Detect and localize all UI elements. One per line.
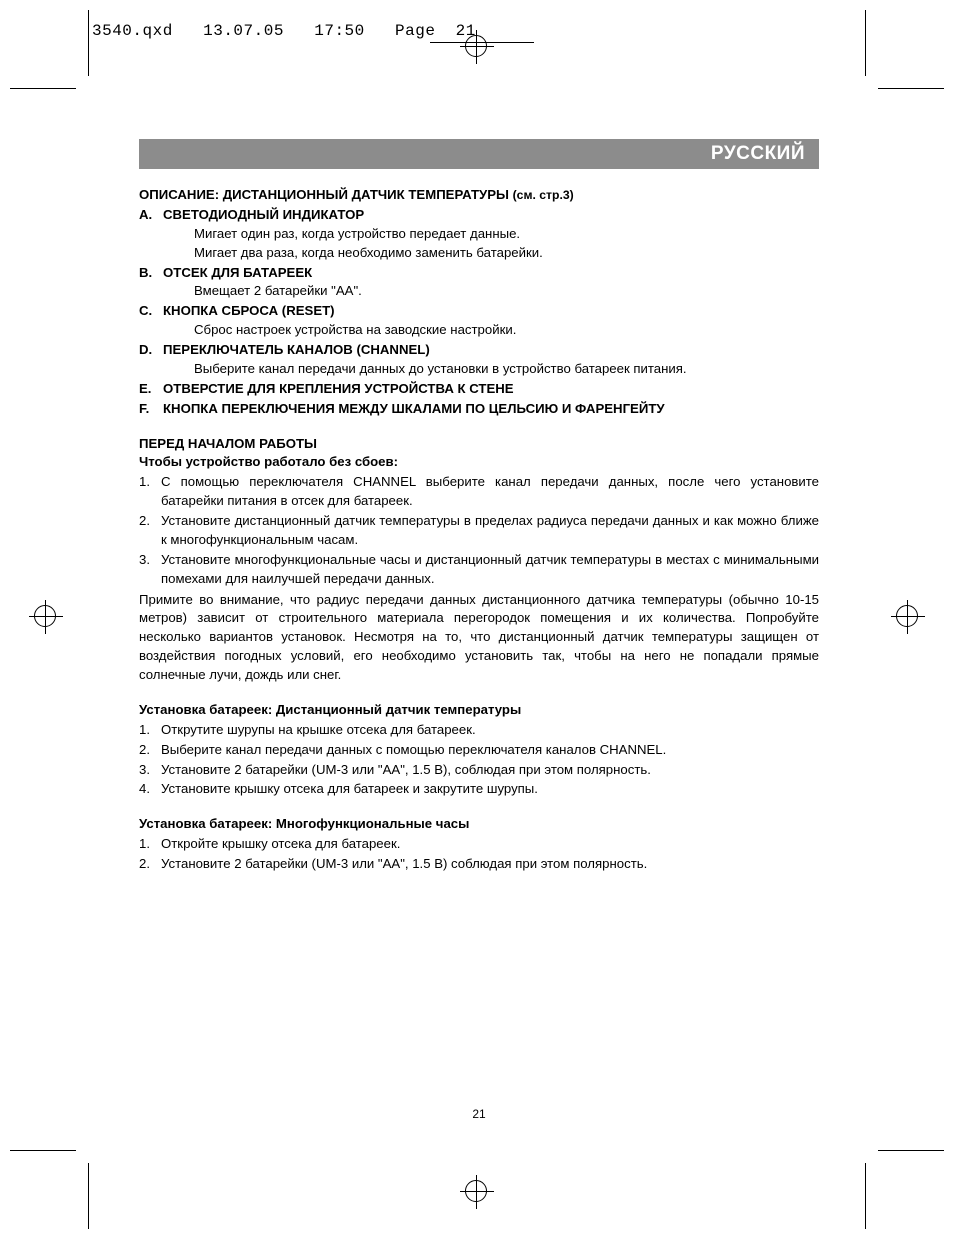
list-item-marker: 2. [139,856,150,871]
list-item [139,380,819,399]
description-heading-main: ОПИСАНИЕ: ДИСТАНЦИОННЫЙ ДАТЧИК ТЕМПЕРАТУРЫ [139,187,509,202]
list-item-body [163,380,819,399]
list-item-heading: ОТСЕК ДЛЯ БАТАРЕЕК [163,264,313,280]
document-body [139,186,819,874]
crop-mark-bottom-right-horizontal [878,1150,944,1151]
before-start-heading: ПЕРЕД НАЧАЛОМ РАБОТЫ [139,435,317,451]
list-item-text: Открутите шурупы на крышке отсека для батареек. [161,721,476,737]
crop-mark-bottom-left-vertical [88,1163,89,1229]
before-start-paragraph: Примите во внимание, что радиус передачи данных дистанционного датчика температуры (обычно 10-15 метров) зависит от строительного материала перегородок помещения и их количества. Попробуйте несколько вариантов установок. Несмотря на то, что дистанционный датчик температуры защищен от воздействия погодных условий, его необходимо установить так, чтобы на него не попадали прямые солнечные лучи, дождь или снег. [139,591,819,682]
page-content [139,139,819,1121]
list-item [139,721,819,740]
list-item-heading: СВЕТОДИОДНЫЙ ИНДИКАТОР [163,206,365,222]
list-item-marker: 2. [139,741,150,757]
list-item-text: Установите многофункциональные часы и дистанционный датчик температуры в местах с минимальными помехами для наилучшей передачи данных. [161,551,819,586]
list-item [139,264,819,302]
list-item-marker: C. [139,303,153,319]
list-item-heading: ОТВЕРСТИЕ ДЛЯ КРЕПЛЕНИЯ УСТРОЙСТВА К СТЕНЕ [163,380,514,396]
list-item [139,400,819,419]
list-item-body [163,341,819,379]
battery-clock-heading: Установка батареек: Многофункциональные часы [139,816,470,832]
list-item [139,512,819,550]
list-item-line: Мигает один раз, когда устройство передает данные. [194,225,521,241]
registration-mark-bottom [460,1175,494,1209]
crop-mark-bottom-left-horizontal [10,1150,76,1151]
list-item-marker: D. [139,342,153,357]
list-item-text: Установите крышку отсека для батареек и закрутите шурупы. [161,781,538,797]
list-item-marker: 3. [139,761,150,777]
list-item-marker: 4. [139,781,150,797]
registration-mark-left [29,600,63,634]
description-heading-note: (см. стр.3) [512,188,574,202]
list-item [139,741,819,760]
list-item-marker: 1. [139,836,150,852]
list-item [139,302,819,340]
list-item-heading: КНОПКА СБРОСА (RESET) [163,303,335,319]
list-item-line: Выберите канал передачи данных до установки в устройство батареек питания. [194,360,687,376]
list-item-body [163,206,819,263]
list-item-heading: ПЕРЕКЛЮЧАТЕЛЬ КАНАЛОВ (CHANNEL) [163,342,430,357]
list-item-line: Мигает два раза, когда необходимо заменить батарейки. [194,244,543,260]
file-header-rule [430,42,534,43]
language-bar-title: РУССКИЙ [710,143,805,164]
list-item-marker: 1. [139,474,150,490]
list-item-marker: E. [139,380,152,396]
before-start-subheading: Чтобы устройство работало без сбоев: [139,454,399,470]
list-item-heading: КНОПКА ПЕРЕКЛЮЧЕНИЯ МЕЖДУ ШКАЛАМИ ПО ЦЕЛЬСИЮ И ФАРЕНГЕЙТУ [163,400,665,416]
list-item [139,551,819,589]
list-item [139,473,819,511]
list-item-body [163,264,819,302]
list-item-body [163,400,819,419]
list-item-marker: 2. [139,513,150,528]
list-item-marker: F. [139,400,150,416]
crop-mark-top-right-vertical [865,10,866,76]
list-item-line: Вмещает 2 батарейки "АА". [194,283,362,299]
file-header-text: 3540.qxd 13.07.05 17:50 Page 21 [92,22,476,40]
list-item [139,855,819,874]
language-bar [139,139,819,169]
description-heading [139,186,819,205]
list-item-text: С помощью переключателя CHANNEL выберите канал передачи данных, после чего установите батарейки питания в отсек для батареек. [161,474,819,509]
list-item-text: Откройте крышку отсека для батареек. [161,836,401,852]
list-item-text: Установите дистанционный датчик температуры в пределах радиуса передачи данных и как можно ближе к многофункциональным часам. [161,513,819,547]
list-item [139,341,819,379]
list-item [139,835,819,854]
crop-mark-top-left-horizontal [10,88,76,89]
list-item [139,206,819,263]
list-item-body [163,302,819,340]
list-item-marker: 1. [139,721,150,737]
list-item-text: Установите 2 батарейки (UM-3 или "АА", 1.5 В), соблюдая при этом полярность. [161,761,651,777]
list-item-line: Сброс настроек устройства на заводские настройки. [194,322,517,338]
list-item [139,761,819,780]
list-item [139,780,819,799]
list-item-marker: B. [139,264,153,280]
crop-mark-bottom-right-vertical [865,1163,866,1229]
page-number: 21 [472,1107,486,1121]
list-item-marker: 3. [139,551,150,567]
list-item-text: Выберите канал передачи данных с помощью переключателя каналов CHANNEL. [161,741,667,757]
crop-mark-top-left-vertical [88,10,89,76]
crop-mark-top-right-horizontal [878,88,944,89]
registration-mark-right [891,600,925,634]
battery-sensor-heading: Установка батареек: Дистанционный датчик температуры [139,701,522,717]
list-item-marker: A. [139,206,153,222]
list-item-text: Установите 2 батарейки (UM-3 или "АА", 1.5 В) соблюдая при этом полярность. [161,856,648,871]
